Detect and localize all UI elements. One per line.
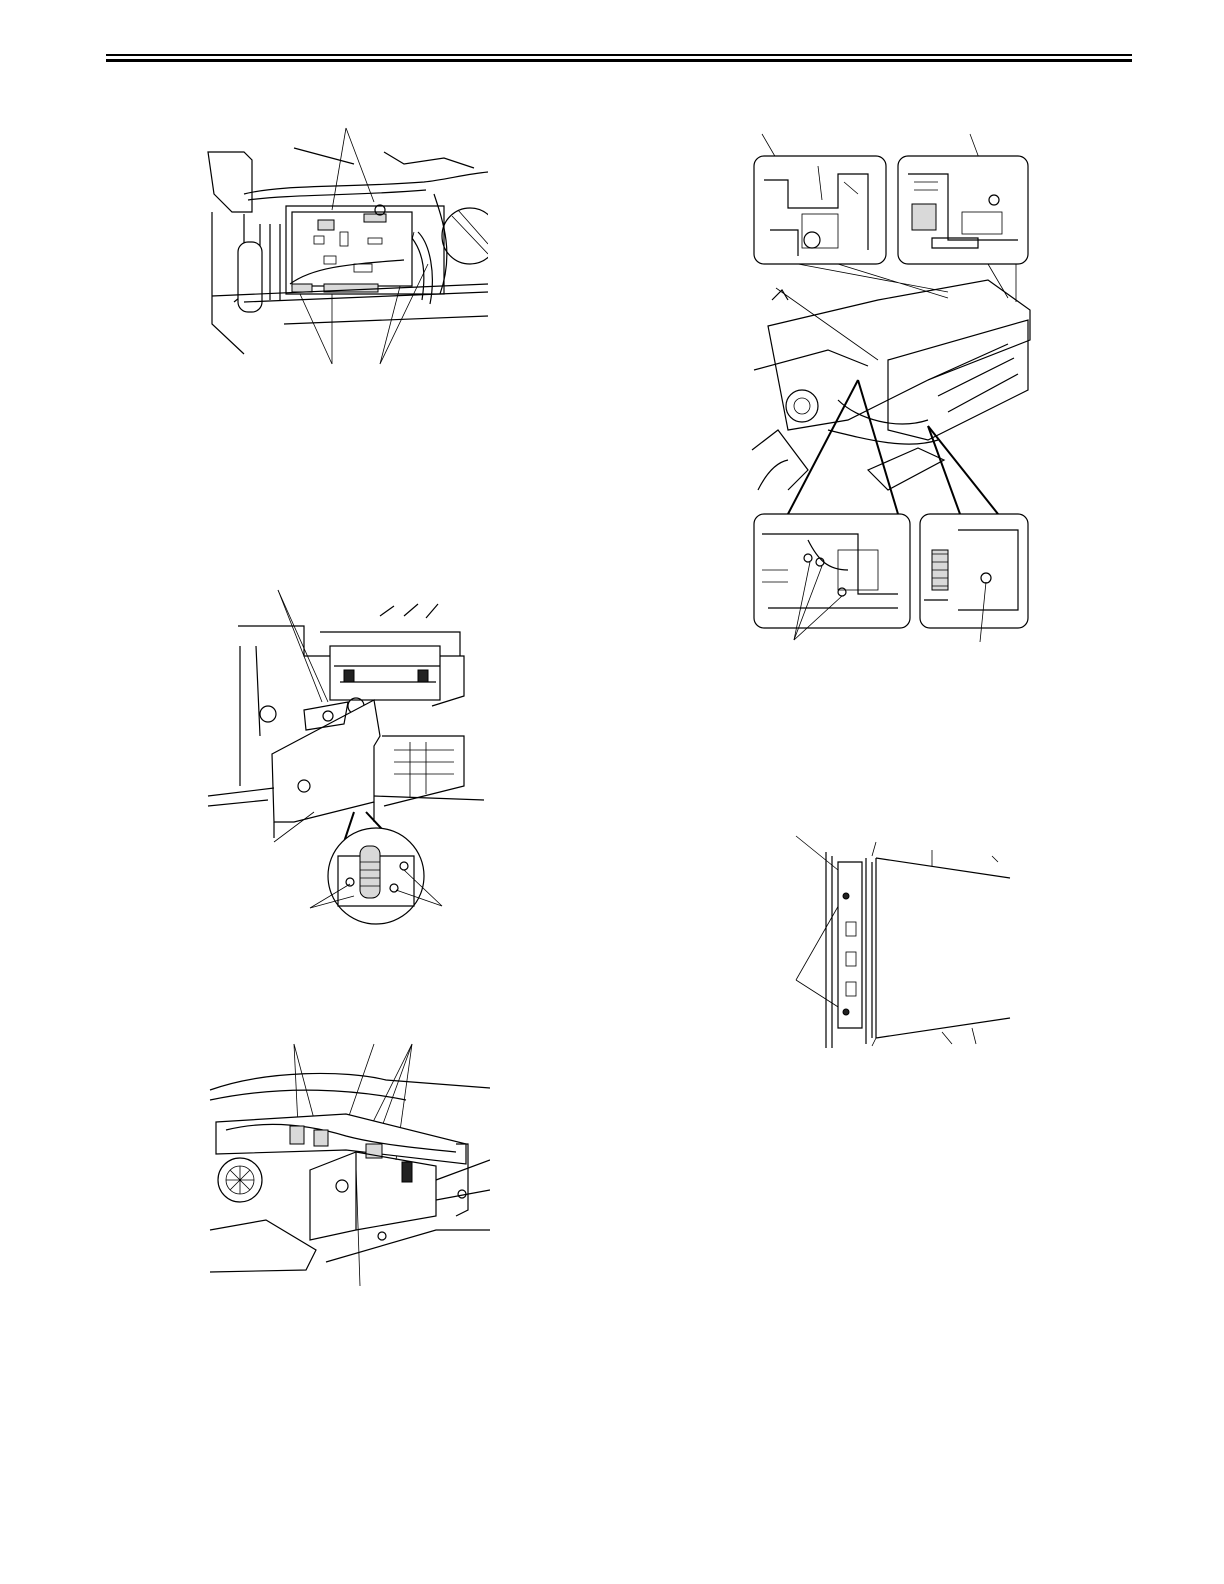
figure-fixing-unit-assembly: [748, 130, 1034, 646]
figure-pcb-connectors: [204, 124, 488, 368]
figure-side-plate: [792, 832, 1012, 1050]
figure-solenoid-cover: [204, 586, 488, 936]
header-rule-bottom: [106, 59, 1132, 62]
figure-fan-harness: [206, 1040, 490, 1290]
header-rule-top: [106, 54, 1132, 56]
